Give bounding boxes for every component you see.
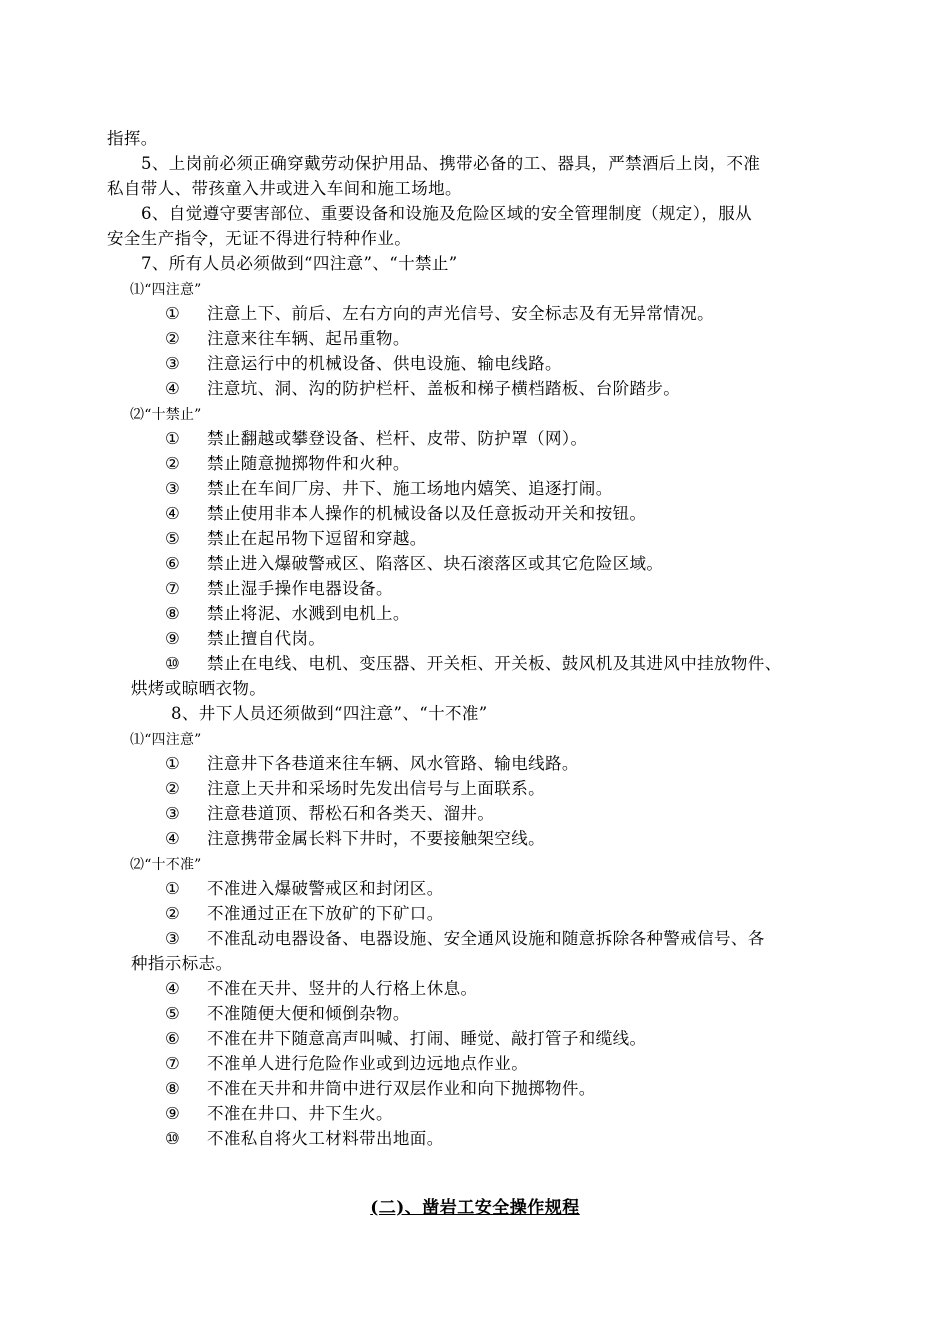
item-number: ③ bbox=[165, 929, 181, 948]
item-number: ① bbox=[165, 429, 181, 448]
list-item bbox=[165, 554, 663, 574]
list-item bbox=[165, 979, 477, 999]
rule-8-heading: 8、井下人员还须做到“四注意”、“十不准” bbox=[171, 704, 488, 723]
item-number: ③ bbox=[165, 354, 181, 373]
list-item bbox=[165, 929, 765, 949]
list-item-continuation: 种指示标志。 bbox=[131, 954, 233, 973]
item-text: 不准进入爆破警戒区和封闭区。 bbox=[207, 879, 444, 898]
item-number: ⑤ bbox=[165, 529, 181, 548]
list-item bbox=[165, 1079, 596, 1099]
item-text: 注意巷道顶、帮松石和各类天、溜井。 bbox=[207, 804, 495, 823]
item-number: ② bbox=[165, 329, 181, 348]
item-text: 注意坑、洞、沟的防护栏杆、盖板和梯子横档踏板、台阶踏步。 bbox=[207, 379, 681, 398]
rule-5-line-1: 5、上岗前必须正确穿戴劳动保护用品、携带必备的工、器具，严禁酒后上岗，不准 bbox=[141, 154, 761, 173]
list-item bbox=[165, 1054, 528, 1074]
item-number: ② bbox=[165, 454, 181, 473]
rule-6-line-1: 6、自觉遵守要害部位、重要设备和设施及危险区域的安全管理制度（规定），服从 bbox=[141, 204, 753, 223]
item-number: ④ bbox=[165, 504, 181, 523]
item-number: ② bbox=[165, 779, 181, 798]
list-item bbox=[165, 654, 782, 674]
item-number: ⑥ bbox=[165, 1029, 181, 1048]
list-item bbox=[165, 529, 427, 549]
list-item bbox=[165, 604, 410, 624]
list-item bbox=[165, 1129, 444, 1149]
list-item bbox=[165, 829, 545, 849]
item-text: 不准在天井和井筒中进行双层作业和向下抛掷物件。 bbox=[207, 1079, 596, 1098]
list-item bbox=[165, 779, 545, 799]
ten-prohibitions-label: ⑵“十禁止” bbox=[130, 407, 202, 423]
item-text: 禁止使用非本人操作的机械设备以及任意扳动开关和按钮。 bbox=[207, 504, 647, 523]
item-number: ① bbox=[165, 754, 181, 773]
section-title: (二)、凿岩工安全操作规程 bbox=[370, 1198, 580, 1218]
list-item bbox=[165, 304, 714, 324]
item-text: 不准私自将火工材料带出地面。 bbox=[207, 1129, 444, 1148]
item-text: 不准在井下随意高声叫喊、打闹、睡觉、敲打管子和缆线。 bbox=[207, 1029, 647, 1048]
ten-not-allowed-label: ⑵“十不准” bbox=[130, 857, 202, 873]
item-text: 不准乱动电器设备、电器设施、安全通风设施和随意拆除各种警戒信号、各 bbox=[207, 929, 765, 948]
item-number: ⑩ bbox=[165, 654, 181, 673]
list-item bbox=[165, 429, 587, 449]
item-number: ⑧ bbox=[165, 604, 181, 623]
item-text: 注意携带金属长料下井时，不要接触架空线。 bbox=[207, 829, 545, 848]
item-text: 不准在井口、井下生火。 bbox=[207, 1104, 393, 1123]
list-item bbox=[165, 1004, 410, 1024]
list-item bbox=[165, 1029, 646, 1049]
item-text: 注意上天井和采场时先发出信号与上面联系。 bbox=[207, 779, 545, 798]
item-number: ⑦ bbox=[165, 1054, 181, 1073]
item-number: ⑨ bbox=[165, 1104, 181, 1123]
item-number: ⑨ bbox=[165, 629, 181, 648]
list-item bbox=[165, 454, 410, 474]
list-item bbox=[165, 879, 444, 899]
item-text: 禁止将泥、水溅到电机上。 bbox=[207, 604, 410, 623]
list-item-continuation: 烘烤或晾晒衣物。 bbox=[131, 679, 267, 698]
list-item bbox=[165, 354, 562, 374]
item-text: 禁止翻越或攀登设备、栏杆、皮带、防护罩（网）。 bbox=[207, 429, 588, 448]
list-item bbox=[165, 904, 444, 924]
list-item bbox=[165, 754, 579, 774]
item-number: ① bbox=[165, 304, 181, 323]
list-item bbox=[165, 629, 325, 649]
item-text: 禁止在起吊物下逗留和穿越。 bbox=[207, 529, 427, 548]
item-text: 禁止擅自代岗。 bbox=[207, 629, 326, 648]
item-text: 不准单人进行危险作业或到边远地点作业。 bbox=[207, 1054, 529, 1073]
item-number: ③ bbox=[165, 479, 181, 498]
item-number: ④ bbox=[165, 979, 181, 998]
four-cautions-label: ⑴“四注意” bbox=[130, 732, 202, 748]
item-text: 不准随便大便和倾倒杂物。 bbox=[207, 1004, 410, 1023]
item-number: ⑦ bbox=[165, 579, 181, 598]
item-number: ④ bbox=[165, 829, 181, 848]
item-number: ② bbox=[165, 904, 181, 923]
item-number: ⑤ bbox=[165, 1004, 181, 1023]
item-text: 禁止随意抛掷物件和火种。 bbox=[207, 454, 410, 473]
item-text: 注意井下各巷道来往车辆、风水管路、输电线路。 bbox=[207, 754, 579, 773]
item-number: ① bbox=[165, 879, 181, 898]
rule-5-line-2: 私自带人、带孩童入井或进入车间和施工场地。 bbox=[107, 179, 462, 198]
item-number: ④ bbox=[165, 379, 181, 398]
item-text: 注意运行中的机械设备、供电设施、输电线路。 bbox=[207, 354, 562, 373]
rule-7-heading: 7、所有人员必须做到“四注意”、“十禁止” bbox=[141, 254, 458, 273]
four-cautions-label: ⑴“四注意” bbox=[130, 282, 202, 298]
item-text: 不准在天井、竖井的人行格上休息。 bbox=[207, 979, 478, 998]
intro-line: 指挥。 bbox=[107, 129, 158, 148]
list-item bbox=[165, 479, 613, 499]
item-text: 不准通过正在下放矿的下矿口。 bbox=[207, 904, 444, 923]
rule-6-line-2: 安全生产指令，无证不得进行特种作业。 bbox=[107, 229, 412, 248]
list-item bbox=[165, 579, 393, 599]
list-item bbox=[165, 329, 410, 349]
list-item bbox=[165, 504, 646, 524]
item-text: 禁止在电线、电机、变压器、开关柜、开关板、鼓风机及其进风中挂放物件、 bbox=[207, 654, 782, 673]
item-text: 禁止湿手操作电器设备。 bbox=[207, 579, 393, 598]
item-number: ⑧ bbox=[165, 1079, 181, 1098]
item-number: ⑥ bbox=[165, 554, 181, 573]
item-number: ③ bbox=[165, 804, 181, 823]
item-text: 禁止在车间厂房、井下、施工场地内嬉笑、追逐打闹。 bbox=[207, 479, 613, 498]
list-item bbox=[165, 804, 494, 824]
list-item bbox=[165, 379, 680, 399]
item-text: 注意来往车辆、起吊重物。 bbox=[207, 329, 410, 348]
list-item bbox=[165, 1104, 393, 1124]
item-text: 禁止进入爆破警戒区、陷落区、块石滚落区或其它危险区域。 bbox=[207, 554, 664, 573]
item-number: ⑩ bbox=[165, 1129, 181, 1148]
item-text: 注意上下、前后、左右方向的声光信号、安全标志及有无异常情况。 bbox=[207, 304, 714, 323]
